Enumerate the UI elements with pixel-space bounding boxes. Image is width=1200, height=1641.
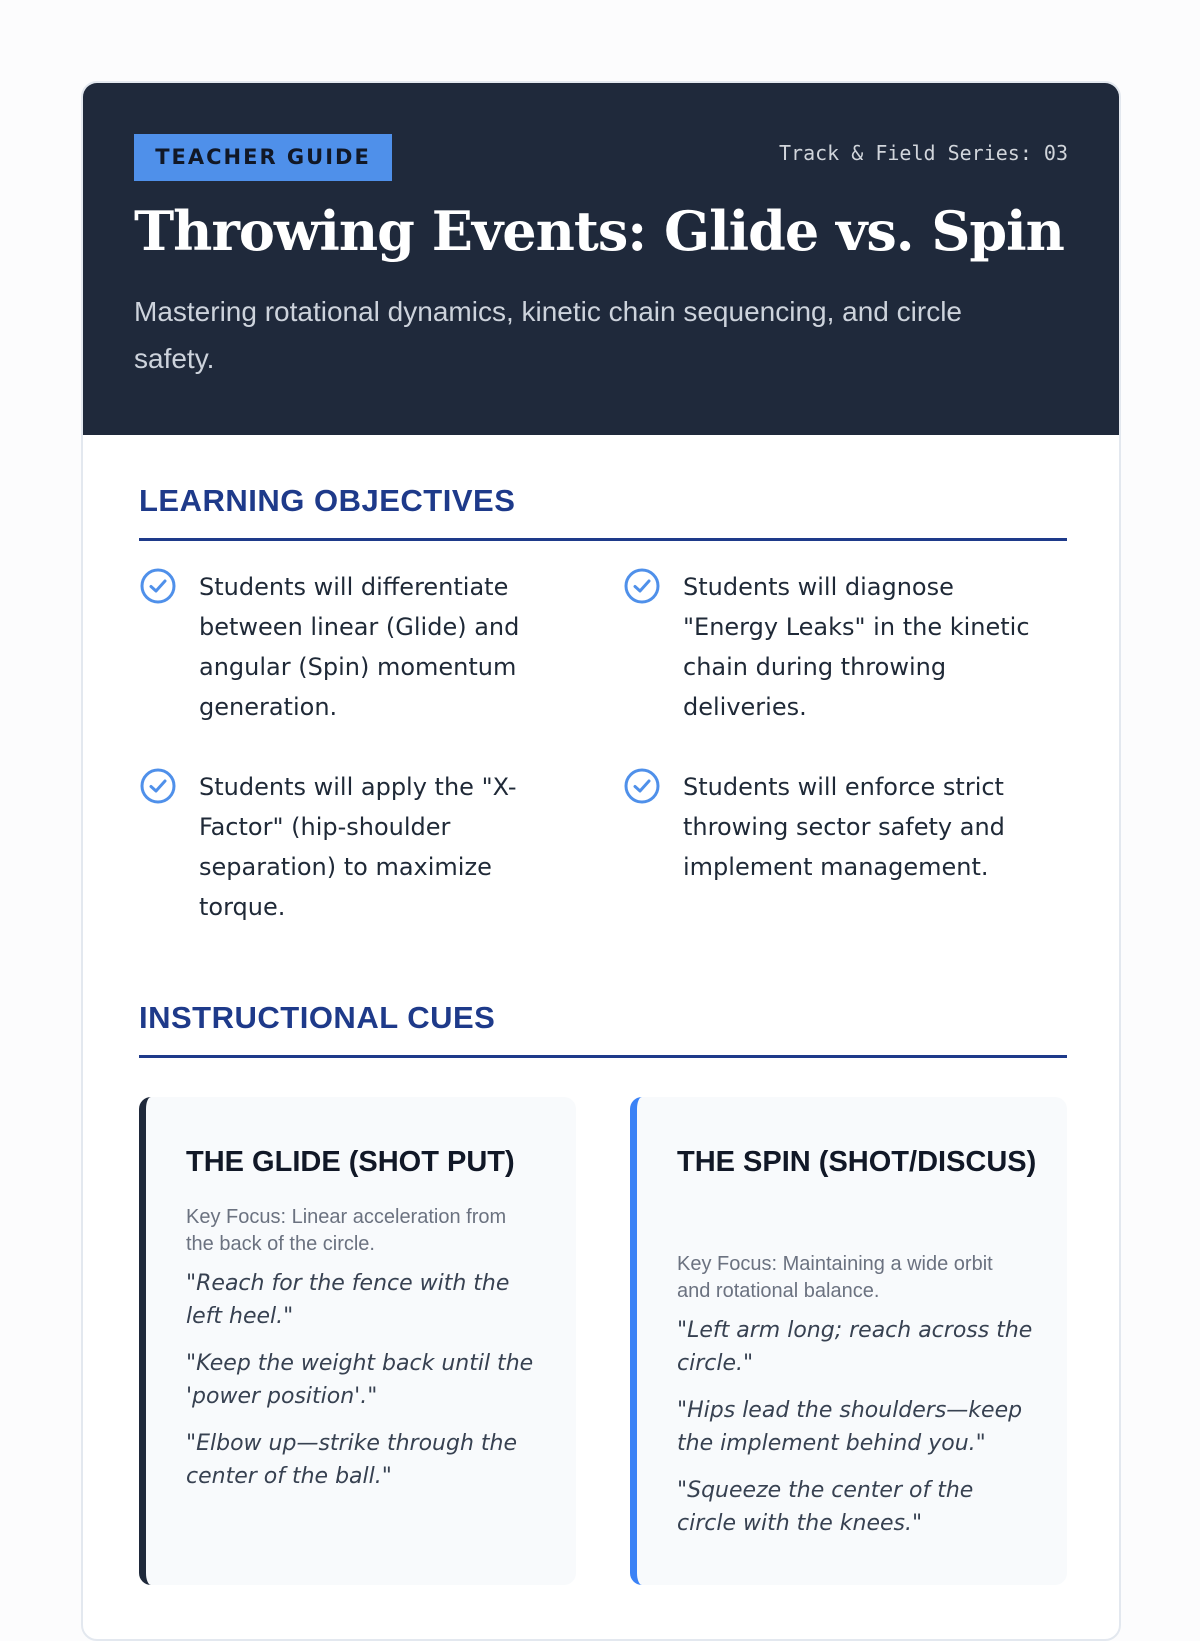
teacher-guide-badge: TEACHER GUIDE — [134, 134, 392, 181]
objective-text: Students will enforce strict throwing sector safety and implement management. — [683, 773, 1005, 881]
check-circle-icon — [139, 767, 177, 805]
glide-cue-quote: "Keep the weight back until the 'power position'." — [186, 1351, 534, 1409]
glide-cue-quote: "Elbow up—strike through the center of the ball." — [186, 1431, 517, 1489]
teacher-guide-card — [81, 81, 1121, 1641]
objectives-divider — [139, 538, 1067, 541]
objective-text: Students will apply the "X-Factor" (hip-shoulder separation) to maximize torque. — [199, 773, 517, 921]
page-subtitle: Mastering rotational dynamics, kinetic chain sequencing, and circle safety. — [134, 296, 962, 374]
check-circle-icon — [623, 767, 661, 805]
glide-cue-quote: "Reach for the fence with the left heel." — [186, 1271, 510, 1329]
guide-header — [81, 81, 1121, 435]
page-title: Throwing Events: Glide vs. Spin — [134, 199, 1064, 263]
glide-cue-card — [139, 1097, 576, 1585]
glide-title: THE GLIDE (SHOT PUT) — [186, 1146, 515, 1178]
check-circle-icon — [139, 567, 177, 605]
learning-objectives-heading: LEARNING OBJECTIVES — [139, 483, 516, 518]
glide-key-focus: Key Focus: Linear acceleration from the back of the circle. — [186, 1206, 507, 1255]
spin-cue-quote: "Left arm long; reach across the circle." — [677, 1318, 1033, 1376]
spin-cue-card — [630, 1097, 1067, 1585]
objective-text: Students will differentiate between linear (Glide) and angular (Spin) momentum generation. — [199, 573, 520, 721]
series-label: Track & Field Series: 03 — [779, 141, 1068, 165]
spin-cue-quote: "Hips lead the shoulders—keep the implement behind you." — [677, 1398, 1023, 1456]
spin-title: THE SPIN (SHOT/DISCUS) — [677, 1146, 1037, 1178]
spin-cue-quote: "Squeeze the center of the circle with the knees." — [677, 1478, 974, 1536]
objective-text: Students will diagnose "Energy Leaks" in the kinetic chain during throwing deliveries. — [683, 573, 1030, 721]
cues-divider — [139, 1055, 1067, 1058]
check-circle-icon — [623, 567, 661, 605]
instructional-cues-heading: INSTRUCTIONAL CUES — [139, 1000, 496, 1035]
spin-key-focus: Key Focus: Maintaining a wide orbit and rotational balance. — [677, 1253, 993, 1302]
